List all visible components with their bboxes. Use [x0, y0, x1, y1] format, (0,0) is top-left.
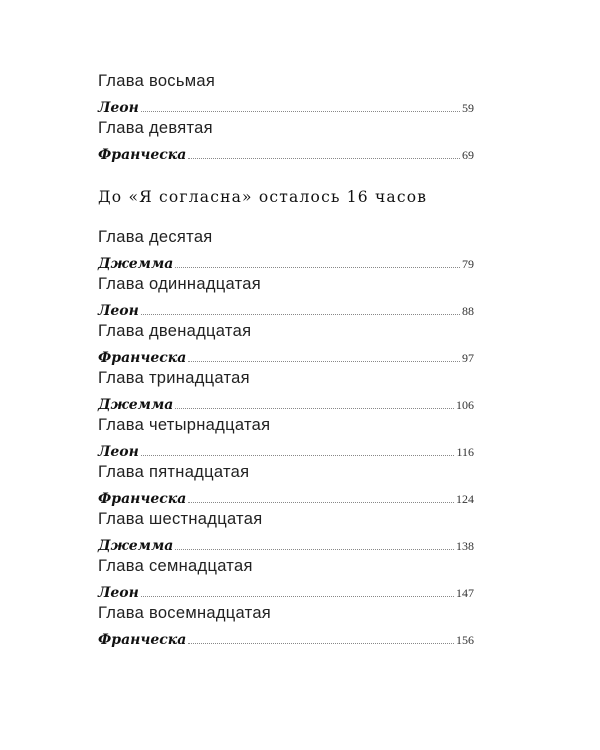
page-number: 59 [462, 101, 474, 115]
dot-leader [175, 266, 460, 268]
toc-row [98, 389, 474, 414]
page-number: 69 [462, 148, 474, 162]
dot-leader [188, 157, 460, 159]
narrator-name: Франческа [98, 350, 187, 366]
page-number: 88 [462, 304, 474, 318]
narrator-name: Франческа [98, 632, 187, 648]
narrator-name: Джемма [98, 256, 174, 272]
page-number: 79 [462, 257, 474, 271]
toc-row [98, 530, 474, 555]
chapter-title: Глава двенадцатая [98, 322, 252, 340]
toc-row [98, 483, 474, 508]
narrator-name: Леон [98, 585, 139, 601]
dot-leader [188, 360, 460, 362]
chapter-title: Глава шестнадцатая [98, 510, 263, 528]
page-number: 147 [456, 586, 474, 600]
toc-entry [98, 70, 474, 117]
chapter-title: Глава восемнадцатая [98, 604, 272, 622]
page-number: 97 [462, 351, 474, 365]
toc-row [98, 139, 474, 164]
dot-leader [141, 110, 460, 112]
table-of-contents [98, 70, 474, 649]
narrator-name: Леон [98, 303, 139, 319]
toc-row [98, 624, 474, 649]
page-number: 106 [456, 398, 474, 412]
toc-section-b [98, 226, 474, 649]
chapter-title: Глава четырнадцатая [98, 416, 271, 434]
page-number: 138 [456, 539, 474, 553]
dot-leader [141, 454, 455, 456]
narrator-name: Джемма [98, 397, 174, 413]
narrator-name: Франческа [98, 491, 187, 507]
page-number: 124 [456, 492, 474, 506]
toc-entry [98, 555, 474, 602]
toc-row [98, 92, 474, 117]
chapter-title: Глава одиннадцатая [98, 275, 261, 293]
toc-entry [98, 117, 474, 164]
toc-entry [98, 602, 474, 649]
toc-row [98, 295, 474, 320]
part-heading: До «Я согласна» осталось 16 часов [98, 188, 428, 206]
toc-row [98, 577, 474, 602]
toc-entry [98, 461, 474, 508]
toc-entry [98, 508, 474, 555]
dot-leader [188, 501, 454, 503]
dot-leader [175, 548, 454, 550]
chapter-title: Глава девятая [98, 119, 213, 137]
toc-row [98, 248, 474, 273]
page-number: 156 [456, 633, 474, 647]
toc-row [98, 342, 474, 367]
toc-entry [98, 367, 474, 414]
toc-entry [98, 320, 474, 367]
chapter-title: Глава восьмая [98, 72, 216, 90]
dot-leader [188, 642, 454, 644]
narrator-name: Леон [98, 444, 139, 460]
narrator-name: Леон [98, 100, 139, 116]
narrator-name: Джемма [98, 538, 174, 554]
chapter-title: Глава десятая [98, 228, 213, 246]
toc-section-a [98, 70, 474, 164]
toc-row [98, 436, 474, 461]
dot-leader [141, 313, 460, 315]
dot-leader [141, 595, 454, 597]
chapter-title: Глава семнадцатая [98, 557, 253, 575]
dot-leader [175, 407, 454, 409]
page-number: 116 [456, 445, 474, 459]
chapter-title: Глава пятнадцатая [98, 463, 250, 481]
narrator-name: Франческа [98, 147, 187, 163]
toc-entry [98, 273, 474, 320]
toc-entry [98, 226, 474, 273]
toc-entry [98, 414, 474, 461]
chapter-title: Глава тринадцатая [98, 369, 250, 387]
